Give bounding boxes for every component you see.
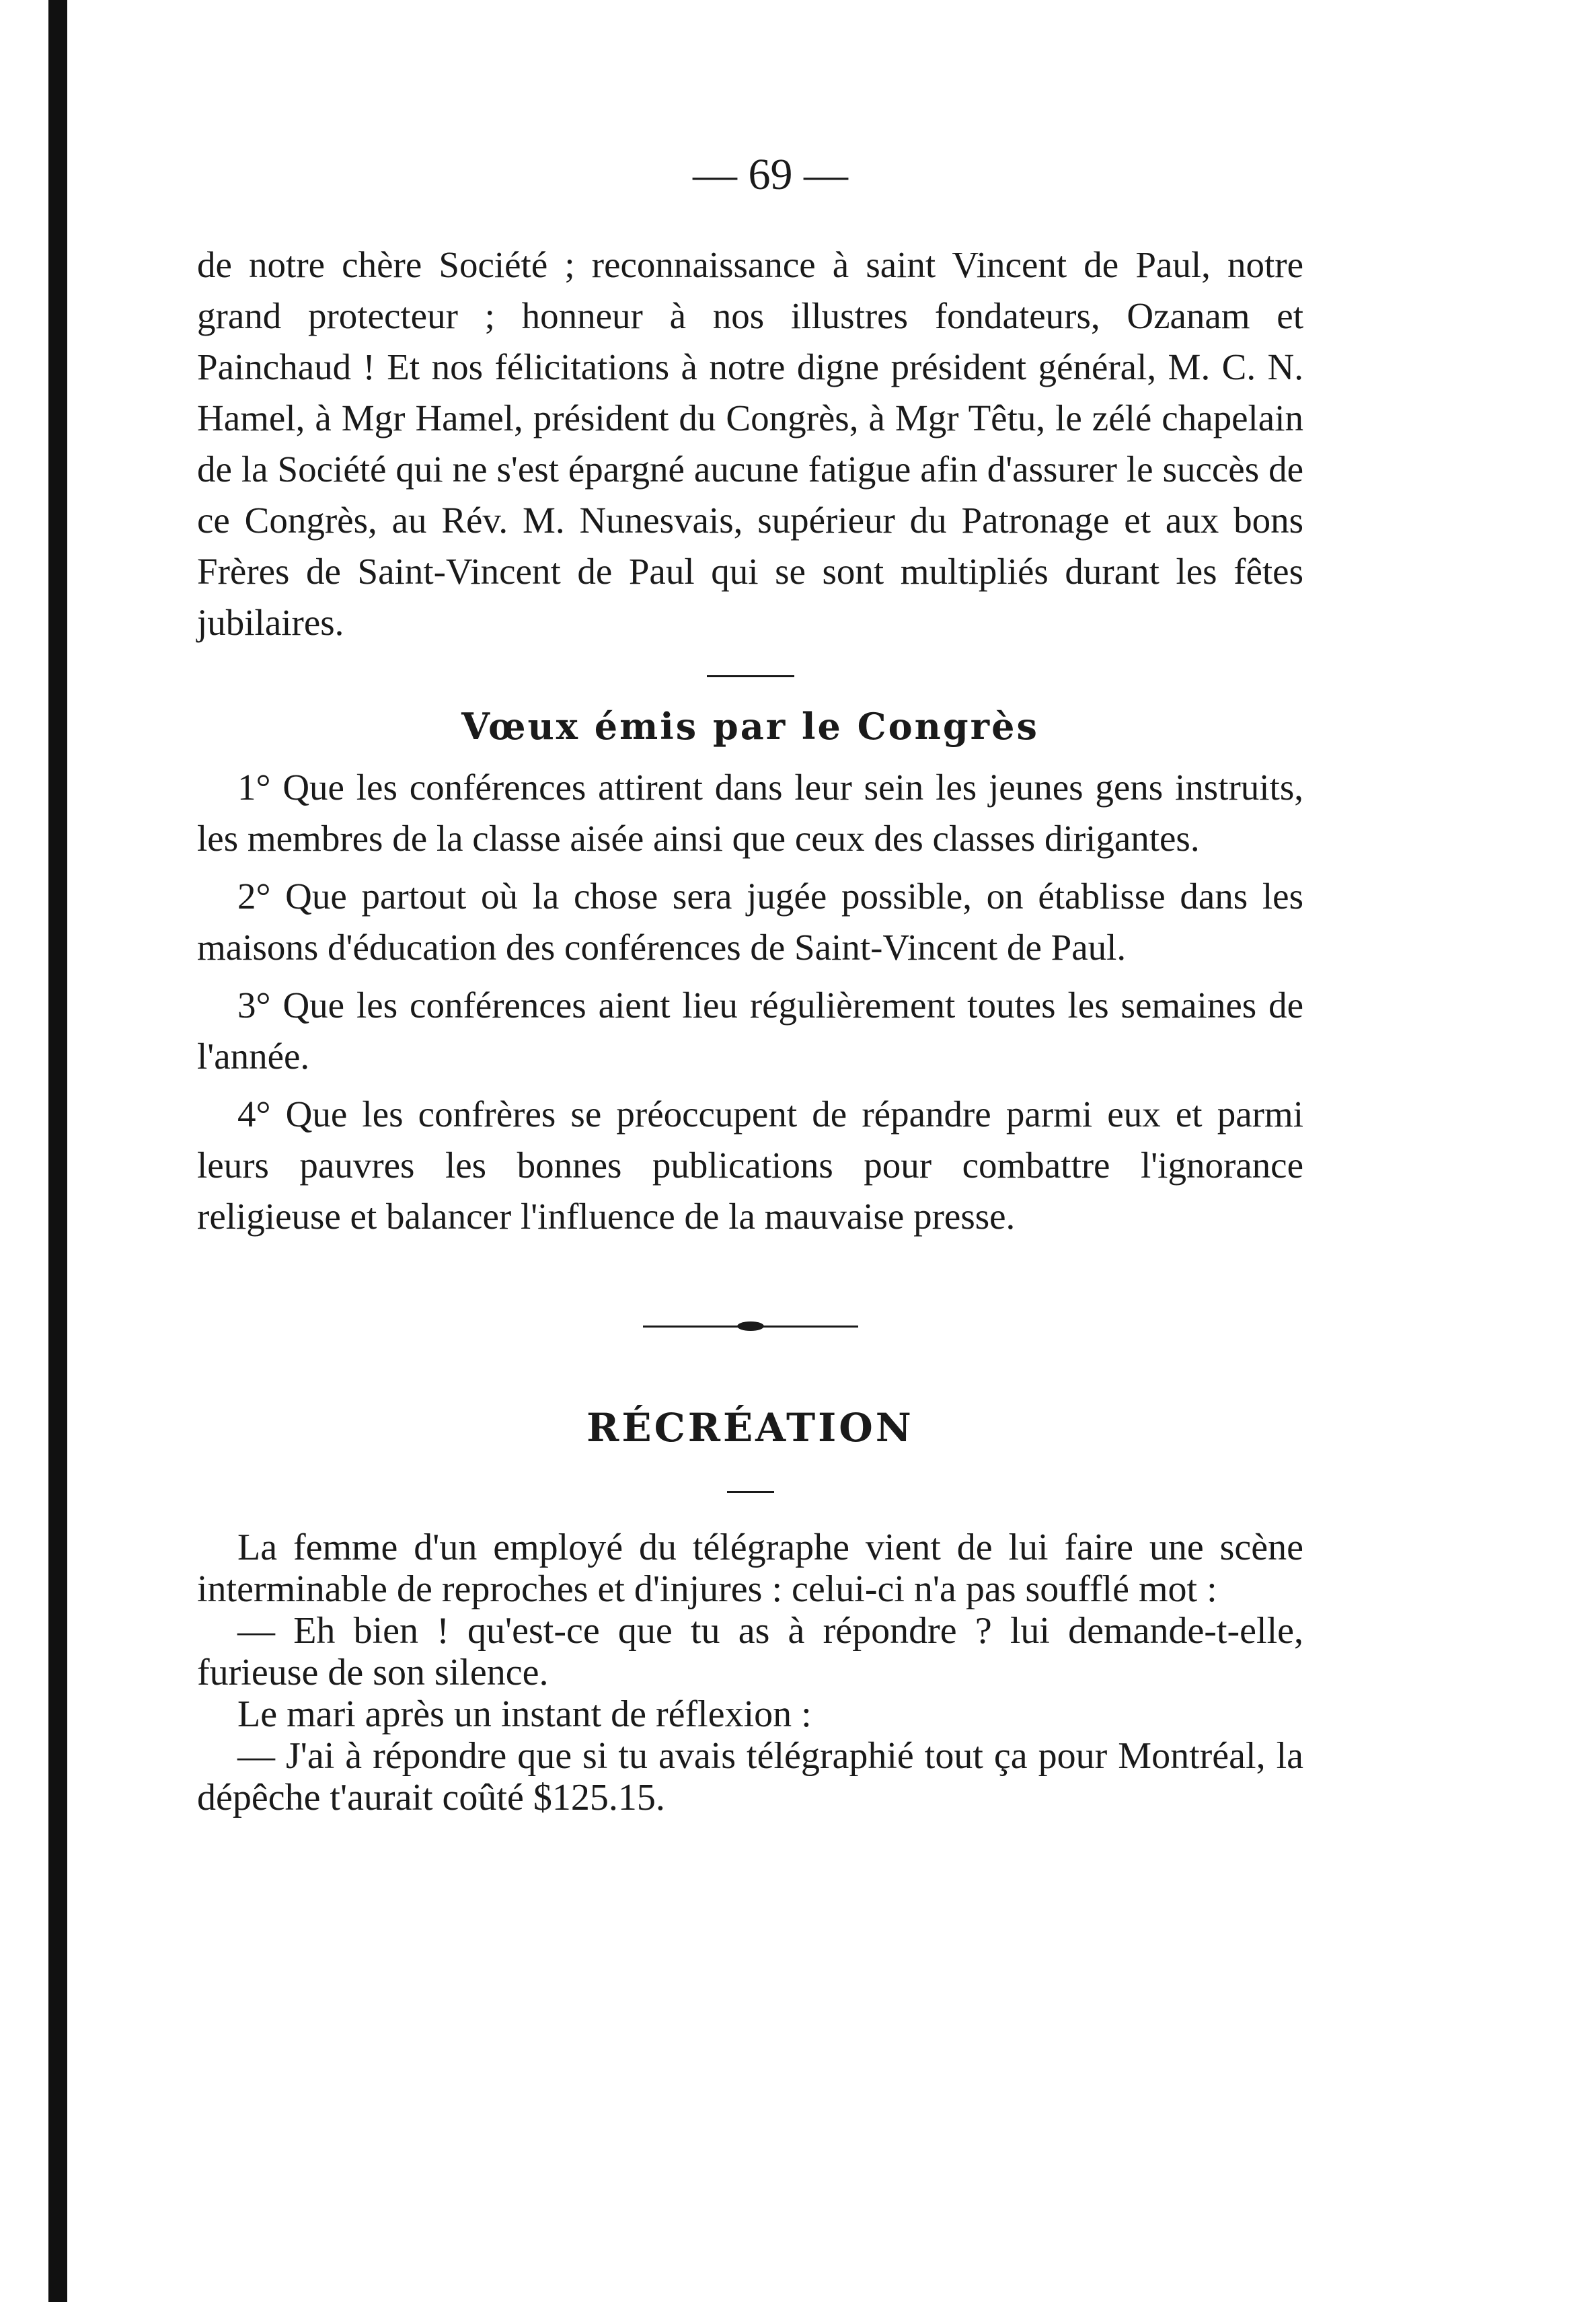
page-number: — 69 — [693,150,848,199]
vow-item-1: 1° Que les conférences attirent dans leur sein les jeunes gens instruits, les membres de la classe aisée ainsi que ceux des classes dirigantes. [197,767,1303,859]
vow-item-2: 2° Que partout où la chose sera jugée possible, on établisse dans les maisons d'éducation des conférences de Saint-Vincent de Paul. [197,876,1303,968]
vow-item-3: 3° Que les conférences aient lieu régulièrement toutes les semaines de l'année. [197,985,1303,1077]
binding-edge [48,0,67,2302]
anecdote-line-2: — Eh bien ! qu'est-ce que tu as à répondre ? lui demande-t-elle, furieuse de son silence. [197,1610,1303,1693]
vow-item-4: 4° Que les confrères se préoccupent de répandre parmi eux et parmi leurs pauvres les bonnes publications pour combattre l'ignorance religieuse et balancer l'influence de la mauvaise presse. [197,1094,1303,1237]
intro-paragraph: de notre chère Société ; reconnaissance à saint Vincent de Paul, notre grand protecteur ; honneur à nos illustres fondateurs, Ozanam et Painchaud ! Et nos félicitations à notre digne président général, M. C. N. Hamel, à Mgr Hamel, président du Congrès, à Mgr Têtu, le zélé chapelain de la Société qui ne s'est épargné aucune fatigue afin d'assurer le succès de ce Congrès, au Rév. M. Nunesvais, supérieur du Patronage et aux bons Frères de Saint-Vincent de Paul qui se sont multipliés durant les fêtes jubilaires. [197,244,1303,643]
ornamental-divider [643,1323,858,1330]
vows-title: Vœux émis par le Congrès [461,705,1039,748]
recreation-title: RÉCRÉATION [586,1405,914,1451]
ornament-center [737,1321,764,1331]
anecdote-line-4: — J'ai à répondre que si tu avais télégraphié tout ça pour Montréal, la dépêche t'aurait coûté $125.15. [197,1735,1303,1818]
anecdote-line-1: La femme d'un employé du télégraphe vient de lui faire une scène interminable de reproches et d'injures : celui-ci n'a pas soufflé mot : [197,1527,1303,1610]
section-divider [707,675,794,677]
recreation-divider [727,1491,774,1493]
anecdote-line-3: Le mari après un instant de réflexion : [237,1693,812,1735]
book-page [197,148,1303,1818]
